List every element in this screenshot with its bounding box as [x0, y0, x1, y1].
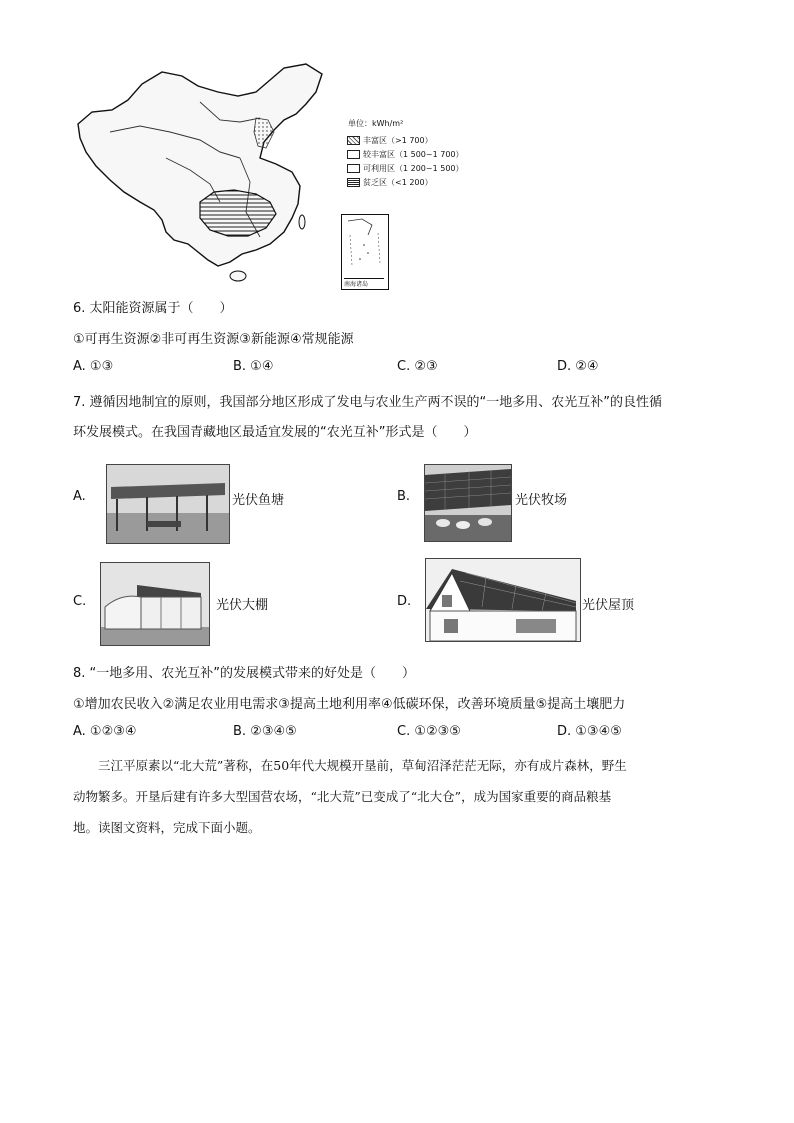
q8-statement: ①增加农民收入②满足农业用电需求③提高土地利用率④低碳环保，改善环境质量⑤提高土壤肥力 [73, 697, 626, 712]
q6-stem: 6. 太阳能资源属于（ ） [73, 301, 233, 316]
passage-line-2: 动物繁多。开垦后建有许多大型国营农场，“北大荒”已变成了“北大仓”，成为国家重要的商品粮基 [73, 789, 612, 804]
pv-greenhouse-image [101, 563, 209, 645]
china-map-outline [70, 62, 340, 290]
q6-statement: ①可再生资源②非可再生资源③新能源④常规能源 [73, 332, 354, 347]
legend-label: 较丰富区（1 500~1 700） [363, 150, 464, 159]
q7-choice-c-letter[interactable]: C. [73, 594, 87, 609]
q7-choice-c-caption: 光伏大棚 [216, 598, 269, 613]
q6-option-d[interactable]: D. ②④ [557, 359, 599, 374]
legend-item-poor [347, 177, 433, 188]
south-china-sea-inset [341, 214, 389, 290]
q8-option-a[interactable]: A. ①②③④ [73, 724, 137, 739]
greenhouse-photo [100, 562, 210, 646]
q7-choice-b-caption: 光伏牧场 [515, 493, 568, 508]
q7-choice-a-letter[interactable]: A. [73, 489, 86, 504]
dots-swatch-icon [347, 136, 360, 145]
q7-choice-b-letter[interactable]: B. [397, 489, 411, 504]
rooftop-photo [425, 558, 581, 642]
legend-item-rich [347, 149, 464, 160]
china-solar-map [70, 62, 340, 290]
q6-option-b[interactable]: B. ①④ [233, 359, 274, 374]
legend-label: 贫乏区（<1 200） [363, 178, 433, 187]
blank-swatch-icon [347, 164, 360, 173]
inset-map [342, 215, 388, 275]
q8-option-b[interactable]: B. ②③④⑤ [233, 724, 297, 739]
q7-choice-d-caption: 光伏屋顶 [582, 598, 635, 613]
q8-stem: 8. “一地多用、农光互补”的发展模式带来的好处是（ ） [73, 666, 416, 681]
passage-line-3: 地。读图文资料，完成下面小题。 [73, 820, 261, 835]
q7-stem-line2: 环发展模式。在我国青藏地区最适宜发展的“农光互补”形式是（ ） [73, 425, 477, 440]
fish-pond-photo [106, 464, 230, 544]
legend-unit: 单位：kWh/m² [348, 119, 404, 128]
legend-label: 可利用区（1 200~1 500） [363, 164, 464, 173]
pv-fishpond-image [107, 465, 229, 543]
passage-line-1: 三江平原素以“北大荒”著称，在50年代大规模开垦前，草甸沼泽茫茫无际，亦有成片森林，野生 [98, 758, 627, 773]
q6-option-a[interactable]: A. ①③ [73, 359, 114, 374]
q8-option-c[interactable]: C. ①②③⑤ [397, 724, 461, 739]
legend-label: 丰富区（>1 700） [363, 136, 433, 145]
pv-rooftop-image [426, 559, 580, 641]
q6-option-c[interactable]: C. ②③ [397, 359, 438, 374]
legend-item-abundant [347, 135, 433, 146]
q8-option-d[interactable]: D. ①③④⑤ [557, 724, 622, 739]
q7-choice-d-letter[interactable]: D. [397, 594, 412, 609]
pasture-photo [424, 464, 512, 542]
inset-label: 南海诸岛 [344, 278, 384, 288]
q7-stem-line1: 7. 遵循因地制宜的原则，我国部分地区形成了发电与农业生产两不误的“一地多用、农光互补”的良性循 [73, 395, 663, 410]
legend-item-usable [347, 163, 464, 174]
pv-pasture-image [425, 465, 511, 541]
lines-swatch-icon [347, 178, 360, 187]
blank-swatch-icon [347, 150, 360, 159]
q7-choice-a-caption: 光伏鱼塘 [232, 493, 285, 508]
